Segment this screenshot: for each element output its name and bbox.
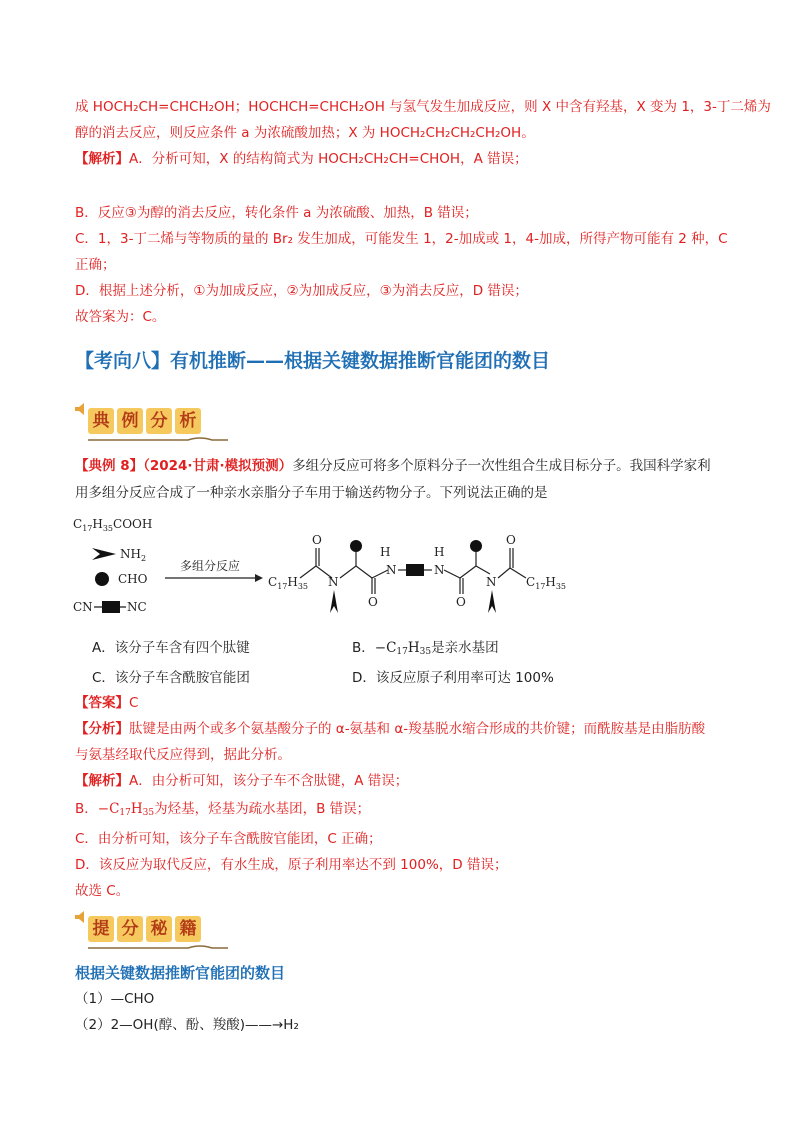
jiexi-b-suffix: 为烃基，烃基为疏水基团，B 错误；	[154, 801, 371, 817]
jiexi-b-formula: $-C_{17}H_{35}$	[97, 801, 155, 818]
atom-n: N	[486, 575, 497, 589]
reagent-isocyanide-left: CN	[73, 600, 93, 614]
atom-o: O	[456, 595, 466, 609]
jiexi-tag: 【解析】	[75, 773, 129, 789]
badge-char: 籍	[175, 916, 201, 942]
analysis-tag: 【分析】	[75, 721, 129, 737]
arrow-label: 多组分反应	[180, 559, 241, 573]
text-line: 成 HOCH₂CH=CHCH₂OH；HOCHCH=CHCH₂OH 与氢气发生加成反应，则 X 中含有羟基，X 变为 1，3-丁二烯为	[75, 99, 771, 115]
reaction-diagram	[70, 508, 570, 618]
speaker-icon	[74, 910, 88, 924]
jiexi-text: A．分析可知，X 的结构简式为 HOCH₂CH₂CH=CHOH，A 错误；	[129, 151, 528, 167]
jiexi-b-prefix: B．	[75, 801, 98, 817]
answer-tag: 【答案】	[75, 695, 129, 711]
wedge-shape	[92, 548, 116, 560]
example-line: 用多组分反应合成了一种亲水亲脂分子车用于输送药物分子。下列说法正确的是	[75, 485, 548, 501]
jiexi-line: 故选 C。	[75, 883, 130, 899]
badge-tips	[88, 914, 204, 944]
analysis-line: 与氨基经取代反应得到，据此分析。	[75, 747, 291, 763]
badge-underline	[88, 944, 228, 952]
badge-char: 典	[88, 408, 114, 434]
badge-char: 例	[117, 408, 143, 434]
option-b-formula: $-C_{17}H_{35}$	[374, 640, 432, 657]
example-tag: 【典例 8】	[75, 458, 144, 474]
atom-n: N	[386, 563, 397, 577]
square-shape	[102, 601, 120, 613]
example-text: 多组分反应可将多个原料分子一次性组合生成目标分子。我国科学家利	[292, 458, 711, 474]
text-line: C．1，3-丁二烯与等物质的量的 Br₂ 发生加成，可能发生 1，2-加成或 1，4-加成，所得产物可能有 2 种，C	[75, 231, 728, 247]
reagent-isocyanide-right: NC	[127, 600, 147, 614]
analysis-line	[75, 720, 705, 738]
option-b-prefix: B．	[352, 640, 375, 656]
atom-h: H	[380, 545, 391, 559]
atom-n: N	[328, 575, 339, 589]
badge-underline	[88, 436, 228, 444]
badge-char: 分	[146, 408, 172, 434]
badge-char: 提	[88, 916, 114, 942]
atom-h: H	[434, 545, 445, 559]
jiexi-line	[75, 800, 370, 822]
answer-value: C	[129, 695, 139, 711]
reagent-acid: $C_{17}H_{35}COOH$	[73, 517, 153, 533]
tip-line: （1）—CHO	[75, 991, 155, 1007]
reagent-amine: $NH_2$	[120, 547, 147, 563]
example-line	[75, 457, 711, 475]
jiexi-line	[75, 772, 408, 790]
badge-char: 分	[117, 916, 143, 942]
circle-shape	[95, 572, 109, 586]
badge-typical-example	[88, 406, 204, 436]
text-line: B．反应③为醇的消去反应，转化条件 a 为浓硫酸、加热，B 错误；	[75, 205, 478, 221]
analysis-text: 肽键是由两个或多个氨基酸分子的 α-氨基和 α-羧基脱水缩合形成的共价键；而酰胺基是由脂肪酸	[129, 721, 706, 737]
reagent-aldehyde: CHO	[118, 572, 148, 586]
option-c: C．该分子车含酰胺官能团	[92, 670, 250, 686]
square-shape	[406, 564, 424, 576]
answer-line	[75, 694, 138, 712]
atom-o: O	[368, 595, 378, 609]
jiexi-tag: 【解析】	[75, 151, 129, 167]
subsection-title: 根据关键数据推断官能团的数目	[75, 964, 286, 982]
badge-char: 秘	[146, 916, 172, 942]
speaker-icon	[74, 402, 88, 416]
jiexi-line: D．该反应为取代反应，有水生成，原子利用率达不到 100%，D 错误；	[75, 857, 508, 873]
jiexi-line	[75, 150, 528, 168]
product-chain-right: $C_{17}H_{35}$	[526, 575, 567, 591]
option-a: A．该分子车含有四个肽键	[92, 640, 250, 656]
product-chain-left: $C_{17}H_{35}$	[268, 575, 309, 591]
text-line: D．根据上述分析，①为加成反应，②为加成反应，③为消去反应，D 错误；	[75, 283, 528, 299]
tip-line: （2）2—OH(醇、酚、羧酸)——→H₂	[75, 1017, 299, 1033]
text-line: 故答案为：C。	[75, 309, 166, 325]
atom-o: O	[506, 533, 516, 547]
text-line: 醇的消去反应，则反应条件 a 为浓硫酸加热；X 为 HOCH₂CH₂CH₂CH₂OH。	[75, 125, 535, 141]
atom-n: N	[434, 563, 445, 577]
section-title: 【考向八】有机推断——根据关键数据推断官能团的数目	[75, 350, 551, 372]
badge-char: 析	[175, 408, 201, 434]
option-b-suffix: 是亲水基团	[431, 640, 499, 656]
example-source: （2024·甘肃·模拟预测）	[143, 458, 293, 474]
jiexi-line: C．由分析可知，该分子车含酰胺官能团，C 正确；	[75, 831, 382, 847]
atom-o: O	[312, 533, 322, 547]
option-b	[352, 636, 499, 657]
option-d: D．该反应原子利用率可达 100%	[352, 670, 554, 686]
text-line: 正确；	[75, 257, 116, 273]
jiexi-text: A．由分析可知，该分子车不含肽键，A 错误；	[129, 773, 409, 789]
